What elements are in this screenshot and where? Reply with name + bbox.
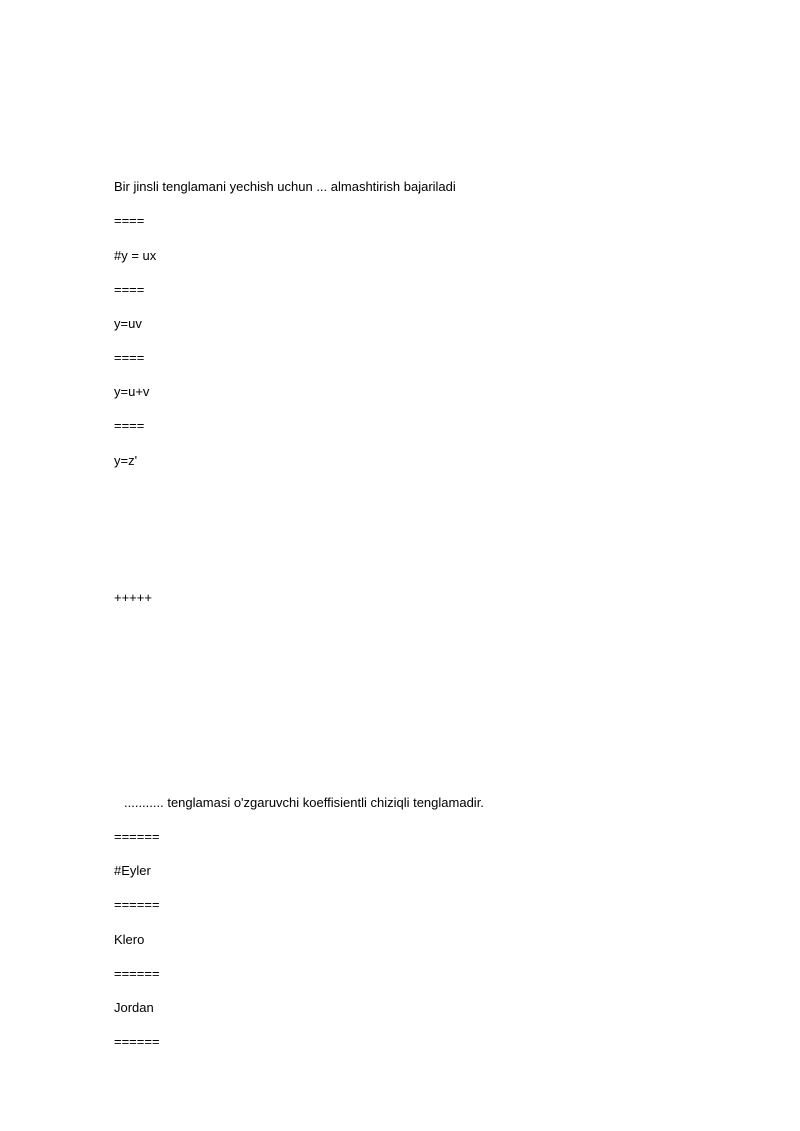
question-1-prompt: Bir jinsli tenglamani yechish uchun ... almashtirish bajariladi [114,179,456,194]
question-2-option-2: Klero [114,932,145,947]
question-1-option-2: y=uv [114,316,142,331]
question-divider: +++++ [114,590,152,605]
option-separator: ==== [114,418,145,433]
option-separator: ====== [114,966,160,981]
question-1-answer: #y = ux [114,248,157,263]
option-separator: ====== [114,897,160,912]
option-separator: ====== [114,829,160,844]
option-separator: ==== [114,213,145,228]
option-separator: ==== [114,350,145,365]
option-separator: ==== [114,282,145,297]
question-1-option-3: y=u+v [114,384,150,399]
question-2-answer: #Eyler [114,863,151,878]
question-1-option-4: y=z' [114,453,138,468]
question-2-option-3: Jordan [114,1000,154,1015]
question-2-prompt: ........... tenglamasi o'zgaruvchi koeffisientli chiziqli tenglamadir. [124,795,484,810]
option-separator: ====== [114,1034,160,1049]
